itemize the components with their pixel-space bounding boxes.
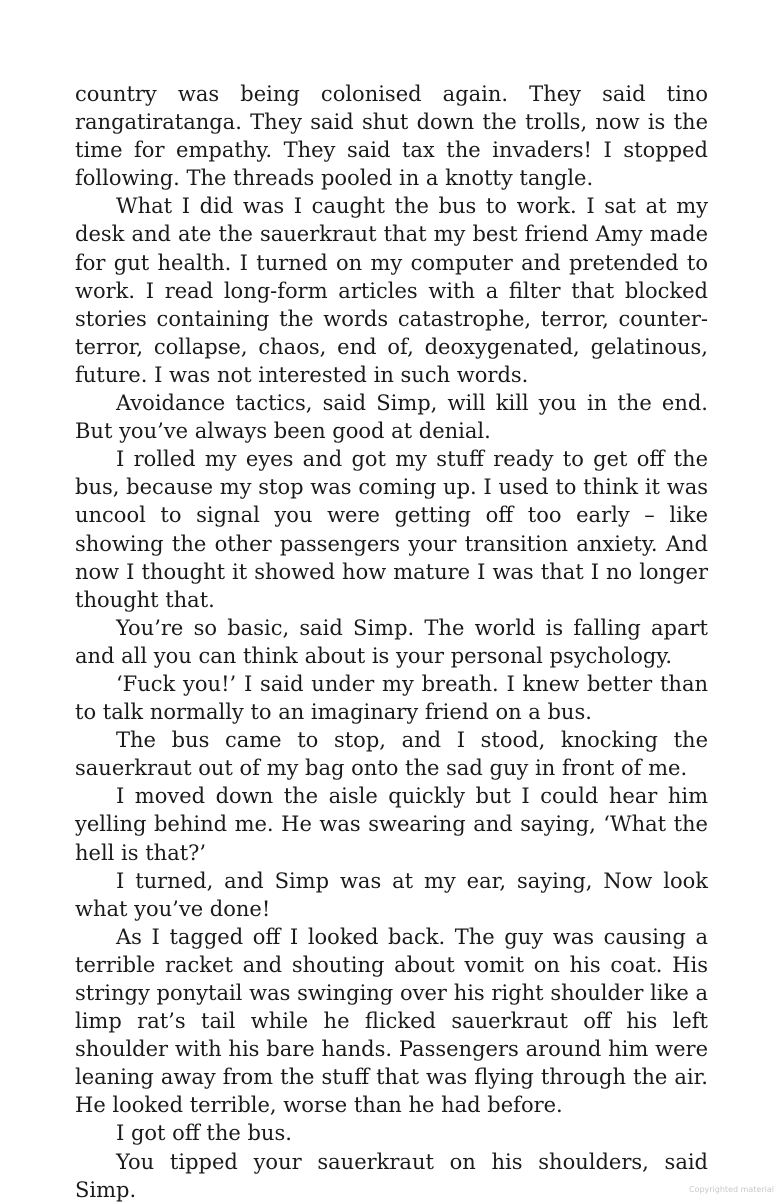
paragraph: The bus came to stop, and I stood, knocking the sauerkraut out of my bag onto the sad guy in front of me. (75, 728, 708, 781)
paragraph: country was being colonised again. They said tino rangatiratanga. They said shut down the trolls, now is the time for empathy. They said tax the invaders! I stopped following. The threads pooled in a knotty tangle. (75, 82, 708, 191)
copyright-watermark: Copyrighted material (688, 1185, 774, 1194)
paragraph: I rolled my eyes and got my stuff ready to get off the bus, because my stop was coming up. I used to think it was uncool to signal you were getting off too early – like showing the other passengers your transition anxiety. And now I thought it showed how mature I was that I no longer thought that. (75, 447, 708, 612)
paragraph: What I did was I caught the bus to work. I sat at my desk and ate the sauerkraut that my best friend Amy made for gut health. I turned on my computer and pretended to work. I read long-form articles with a filter that blocked stories containing the words catastrophe, terror, counter-terror, collapse, chaos, end of, deoxygenated, gelatinous, future. I was not interested in such words. (75, 194, 708, 387)
paragraph: You’re so basic, said Simp. The world is falling apart and all you can think about is your personal psychology. (75, 615, 708, 668)
paragraph: I moved down the aisle quickly but I could hear him yelling behind me. He was swearing and saying, ‘What the hell is that?’ (75, 784, 708, 865)
paragraph: As I tagged off I looked back. The guy was causing a terrible racket and shouting about vomit on his coat. His stringy ponytail was swinging over his right shoulder like a limp rat’s tail while he flicked sauerkraut off his left shoulder with his bare hands. Passengers around him were leaning away from the stuff that was flying through the air. He looked terrible, worse than he had before. (75, 924, 708, 1118)
paragraph: ‘Fuck you!’ I said under my breath. I knew better than to talk normally to an imaginary friend on a bus. (75, 671, 708, 725)
paragraph: Avoidance tactics, said Simp, will kill you in the end. But you’ve always been good at denial. (75, 391, 708, 444)
paragraph: I got off the bus. (116, 1121, 292, 1146)
paragraph: I turned, and Simp was at my ear, saying, Now look what you’ve done! (75, 868, 708, 921)
paragraph: You tipped your sauerkraut on his shoulders, said Simp. (75, 1149, 708, 1202)
body-text (75, 80, 708, 1204)
